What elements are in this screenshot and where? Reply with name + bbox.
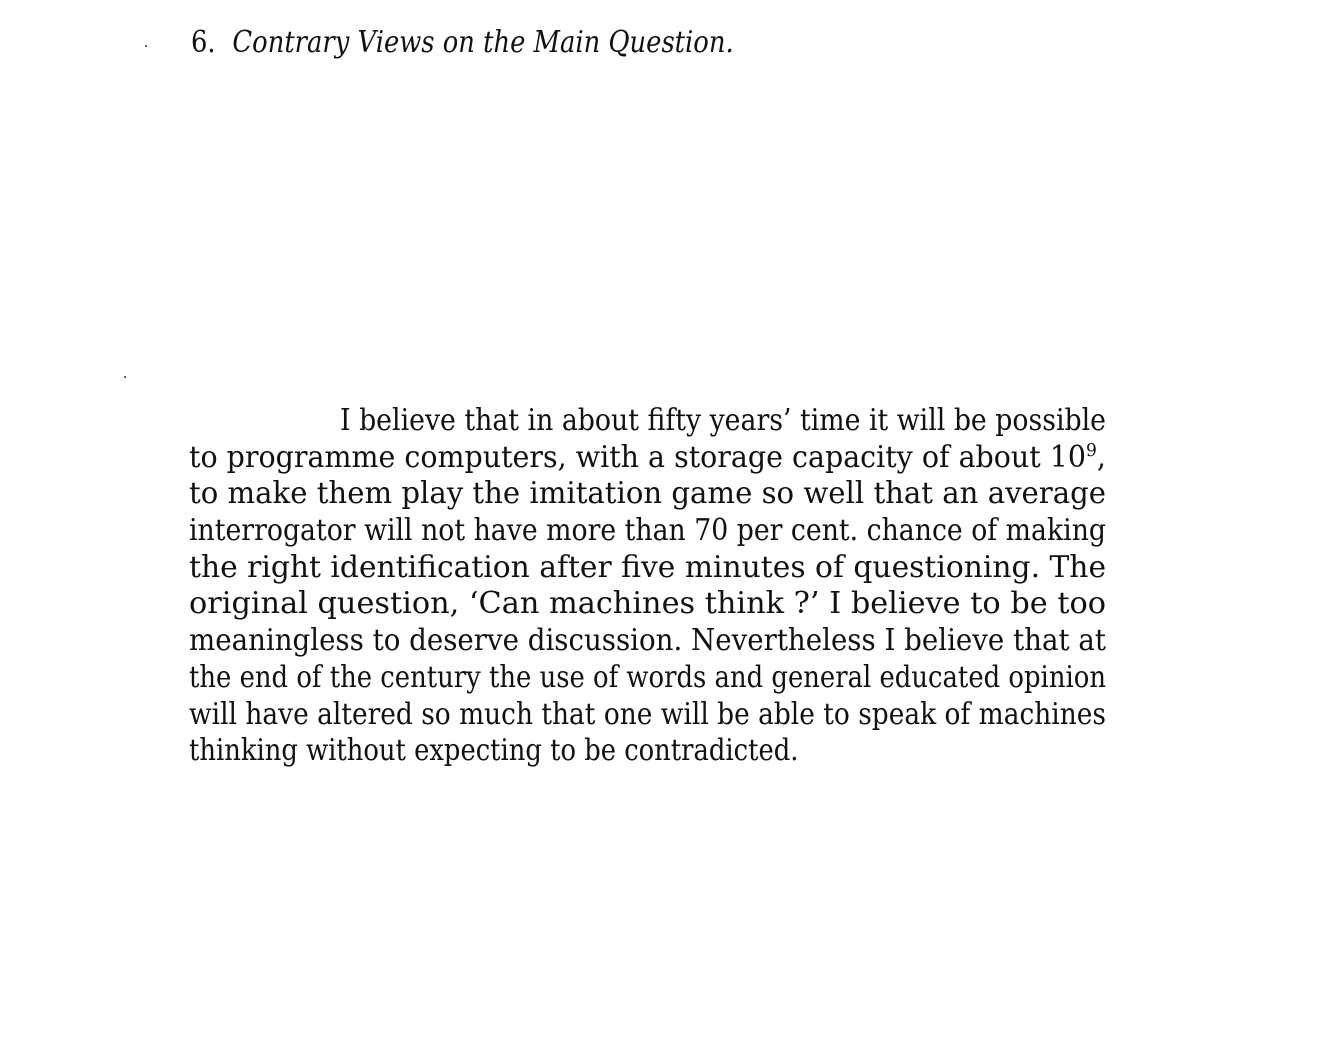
- paragraph-line-text: will have altered so much that one will be able to speak of machines: [189, 696, 1106, 732]
- paragraph-line: [189, 550, 1106, 587]
- paragraph-line-text: I believe that in about fifty years’ time it will be possible: [340, 403, 1106, 438]
- paragraph-line: [189, 513, 1106, 550]
- paragraph-line: [189, 623, 1106, 660]
- scan-speck: [145, 45, 147, 47]
- paragraph-line: [189, 697, 1106, 734]
- paragraph-line-text: meaningless to deserve discussion. Nevertheless I believe that at: [189, 623, 1106, 659]
- paragraph-line-text: to programme computers, with a storage capacity of about 10: [189, 439, 1087, 475]
- paragraph-line: [189, 403, 1106, 440]
- exponent: 9: [1086, 439, 1097, 461]
- paragraph-line: [189, 660, 1106, 697]
- paragraph-line-text: interrogator will not have more than 70 per cent. chance of making: [189, 513, 1107, 549]
- paragraph-line-text: the end of the century the use of words and general educated opinion: [189, 659, 1106, 695]
- section-title: Contrary Views on the Main Question.: [232, 25, 734, 60]
- paragraph-line-text: to make them play the imitation game so well that an average: [189, 476, 1107, 512]
- paragraph-line: [189, 733, 1106, 770]
- paragraph-line-text: thinking without expecting to be contradicted.: [189, 733, 799, 769]
- paragraph-line: [189, 440, 1106, 477]
- paragraph-line-text: original question, ‘Can machines think ?’ I believe to be too: [189, 586, 1107, 622]
- scan-speck: [124, 376, 126, 378]
- section-number: 6.: [191, 25, 216, 60]
- body-paragraph: [189, 403, 1106, 770]
- paragraph-line-text-group: [189, 440, 1106, 477]
- paragraph-line: [189, 586, 1106, 623]
- paragraph-line-text: the right identification after five minutes of questioning. The: [189, 549, 1107, 585]
- section-heading: [191, 24, 734, 62]
- paragraph-line: [189, 476, 1106, 513]
- paragraph-punctuation: ,: [1096, 439, 1106, 475]
